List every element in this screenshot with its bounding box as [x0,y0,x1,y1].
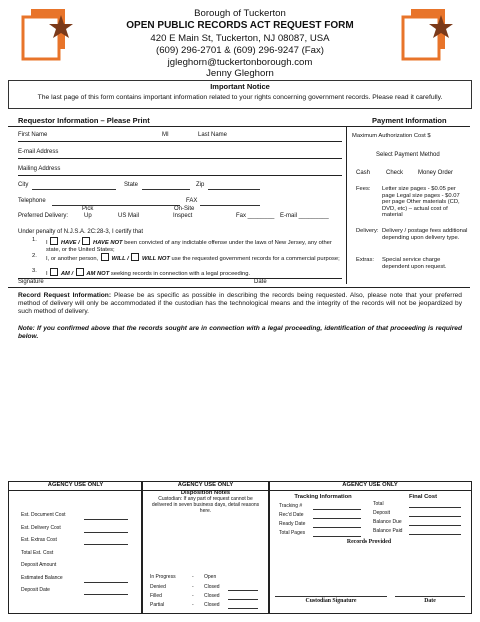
record-request-lead: Record Request Information: [18,292,112,299]
status-in-progress[interactable]: In Progress [150,574,176,580]
final-deposit-label: Deposit [373,510,390,516]
fax-field[interactable] [200,205,260,206]
disposition-notes-title: Disposition Notes [180,490,231,496]
email-link[interactable]: jgleghorn@tuckertonborough.com [167,57,313,68]
record-request-text: Please be as specific as possible in describing the records being requested. Also, please note that your preferred method of delivery will only be accommodated if the custodian has the technological means and the integrity of the records will not be jeopardized by such method of delivery. [18,292,462,315]
status-open[interactable]: Open [204,574,217,580]
telephone-label: Telephone [18,198,46,204]
final-total-label: Total [373,501,384,507]
est-document-cost-field[interactable] [84,519,128,520]
legal-proceeding-note: Note: If you confirmed above that the records sought are in connection with a legal proceeding, identification of that proceeding is required below. [18,325,462,340]
address: 420 E Main St, Tuckerton, NJ 08087, USA [150,33,330,44]
name-line[interactable] [18,141,342,142]
city-label: City [18,182,29,188]
cert-3-text: seeking records in connection with a legal proceeding. [110,271,251,277]
tracking-number-label: Tracking # [279,503,303,509]
have-not-checkbox[interactable] [82,237,90,245]
am-not-checkbox[interactable] [76,268,84,276]
record-request-info [18,292,462,316]
city-field[interactable] [32,189,116,190]
payment-check[interactable]: Check [386,170,404,176]
preferred-delivery-label: Preferred Delivery: [18,213,69,219]
am-label: AM / [60,271,74,277]
important-notice [8,80,472,109]
max-authorization-label: Maximum Authorization Cost $ [352,133,431,139]
phone: (609) 296-2701 & (609) 296-9247 (Fax) [156,45,324,56]
telephone-field[interactable] [52,205,180,206]
agency-3-header-rule [269,490,471,491]
payment-cash[interactable]: Cash [356,170,371,176]
delivery-option-fax[interactable]: Fax ________ [236,213,275,219]
estimated-balance-label: Estimated Balance [21,575,63,581]
signature-line[interactable] [18,278,342,279]
fees-text: Letter size pages - $0.05 per page Legal size pages - $0.07 per page Other materials (CD, DVD, etc) – actual cost of material [382,186,460,219]
onsite-label: On-Site [174,206,195,212]
section-divider [8,126,470,127]
final-cost-title: Final Cost [408,494,438,500]
status-closed-denied[interactable]: Closed [204,584,220,590]
balance-paid-field[interactable] [409,534,461,535]
signature-label: Signature [18,279,44,285]
municipality-name: Borough of Tuckerton [194,8,286,19]
est-delivery-cost-field[interactable] [84,532,128,533]
status-dash-4: - [192,602,194,608]
state-label: State [124,182,139,188]
filled-line[interactable] [228,599,258,600]
tracking-number-field[interactable] [313,509,361,510]
custodian-signature-label: Custodian Signature [305,598,357,604]
balance-due-field[interactable] [409,525,461,526]
ready-date-field[interactable] [313,527,361,528]
form-title: OPEN PUBLIC RECORDS ACT REQUEST FORM [126,20,354,31]
payment-money-order[interactable]: Money Order [418,170,454,176]
balance-due-label: Balance Due [373,519,402,525]
zip-label: Zip [196,182,205,188]
notice-text: The last page of this form contains important information related to your rights concerning government records. Please read it carefully. [37,94,443,101]
cert-3-prefix: I [46,271,48,277]
status-denied[interactable]: Denied [150,584,166,590]
certify-text: Under penalty of N.J.S.A. 2C:28-3, I certify that [18,229,144,235]
zip-field[interactable] [208,189,260,190]
have-label: HAVE / [60,240,80,246]
delivery-option-inspect[interactable]: Inspect [173,213,193,219]
extras-label: Extras: [356,257,375,263]
will-not-checkbox[interactable] [131,253,139,261]
cert-2 [46,253,342,263]
delivery-option-pickup[interactable]: Up [84,213,92,219]
am-checkbox[interactable] [50,268,58,276]
total-pages-field[interactable] [313,536,361,537]
agency-use-tracking-box [268,481,472,614]
cert-3 [46,268,342,278]
status-dash-3: - [192,593,194,599]
column-divider [346,126,347,284]
will-checkbox[interactable] [101,253,109,261]
delivery-option-email[interactable]: E-mail _________ [280,213,329,219]
disposition-notes-text: Custodian: If any part of request cannot be delivered in seven business days, detail reasons here. [151,496,260,514]
total-est-cost-label: Total Est. Cost [21,550,54,556]
will-label: WILL / [111,256,129,262]
agency-use-disposition-box [141,481,270,614]
custodian-signature-line[interactable] [275,596,387,597]
custodian-name: Jenny Gleghorn [206,68,274,79]
agency-1-header-rule [9,490,142,491]
est-extras-cost-field[interactable] [84,544,128,545]
state-field[interactable] [142,189,190,190]
deposit-amount-label: Deposit Amount [21,562,57,568]
denied-line[interactable] [228,590,258,591]
mi-label: MI [162,132,169,138]
date-label: Date [254,279,267,285]
cert-2-text: use the requested government records for a commercial purpose; [171,256,340,262]
select-payment-label: Select Payment Method [376,152,440,158]
total-pages-label: Total Pages [279,530,306,536]
cert-2-number: 2. [32,253,37,259]
delivery-fee-label: Delivery: [356,228,379,234]
est-delivery-cost-label: Est. Delivery Cost [21,525,61,531]
cert-1 [46,237,342,253]
will-not-label: WILL NOT [142,256,170,262]
records-provided-title: Records Provided [346,539,392,545]
status-dash-2: - [192,584,194,590]
partial-line[interactable] [228,608,258,609]
email-label: E-mail Address [18,149,59,155]
est-document-cost-label: Est. Document Cost [21,512,66,518]
mailing-field[interactable] [18,175,342,176]
payment-section-title: Payment Information [372,116,447,125]
status-filled[interactable]: Filled [150,593,162,599]
first-name-label: First Name [18,132,48,138]
status-partial[interactable]: Partial [150,602,165,608]
agency-use-title-3: AGENCY USE ONLY [342,482,398,488]
mailing-label: Mailing Address [18,166,61,172]
extras-text: Special service charge dependent upon request. [382,257,447,270]
cert-2-prefix: I, or another person, [46,256,99,262]
notice-title: Important Notice [210,82,270,91]
agency-use-title-1: AGENCY USE ONLY [47,482,104,488]
status-dash-1: - [192,574,194,580]
last-name-label: Last Name [198,132,228,138]
cert-1-prefix: I [46,240,48,246]
fax-label: FAX [186,198,198,204]
estimated-balance-field[interactable] [84,582,128,583]
email-field[interactable] [18,158,342,159]
custodian-date-label: Date [424,598,436,604]
est-extras-cost-label: Est. Extras Cost [21,537,57,543]
recd-date-label: Rec'd Date [279,512,304,518]
custodian-date-line[interactable] [395,596,465,597]
requestor-section-title: Requestor Information – Please Print [18,116,150,125]
tracking-info-title: Tracking Information [294,494,352,500]
delivery-option-us-mail[interactable]: US Mail [118,213,140,219]
am-not-label: AM NOT [86,271,110,277]
cert-1-number: 1. [32,237,37,243]
balance-paid-label: Balance Paid [373,528,403,534]
records-divider [8,287,470,288]
record-description-area[interactable] [18,344,462,474]
status-closed-partial[interactable]: Closed [204,602,220,608]
pick-label: Pick [82,206,94,212]
have-checkbox[interactable] [50,237,58,245]
deposit-date-field[interactable] [84,594,128,595]
delivery-fee-text: Delivery / postage fees additional depending upon delivery type. [382,228,468,241]
status-closed-filled[interactable]: Closed [204,593,220,599]
cert-1-text: been convicted of any indictable offense under the laws of New Jersey, any other state, or the United States; [46,240,332,253]
fees-label: Fees: [356,186,371,192]
ready-date-label: Ready Date [279,521,306,527]
deposit-date-label: Deposit Date [21,587,50,593]
final-total-field[interactable] [409,507,461,508]
records-provided-area[interactable] [273,548,467,594]
agency-use-cost-box [8,481,143,614]
have-not-label: HAVE NOT [93,240,123,246]
recd-date-field[interactable] [313,518,361,519]
cert-3-number: 3. [32,268,37,274]
final-deposit-field[interactable] [409,516,461,517]
agency-use-title-2: AGENCY USE ONLY [177,482,234,488]
